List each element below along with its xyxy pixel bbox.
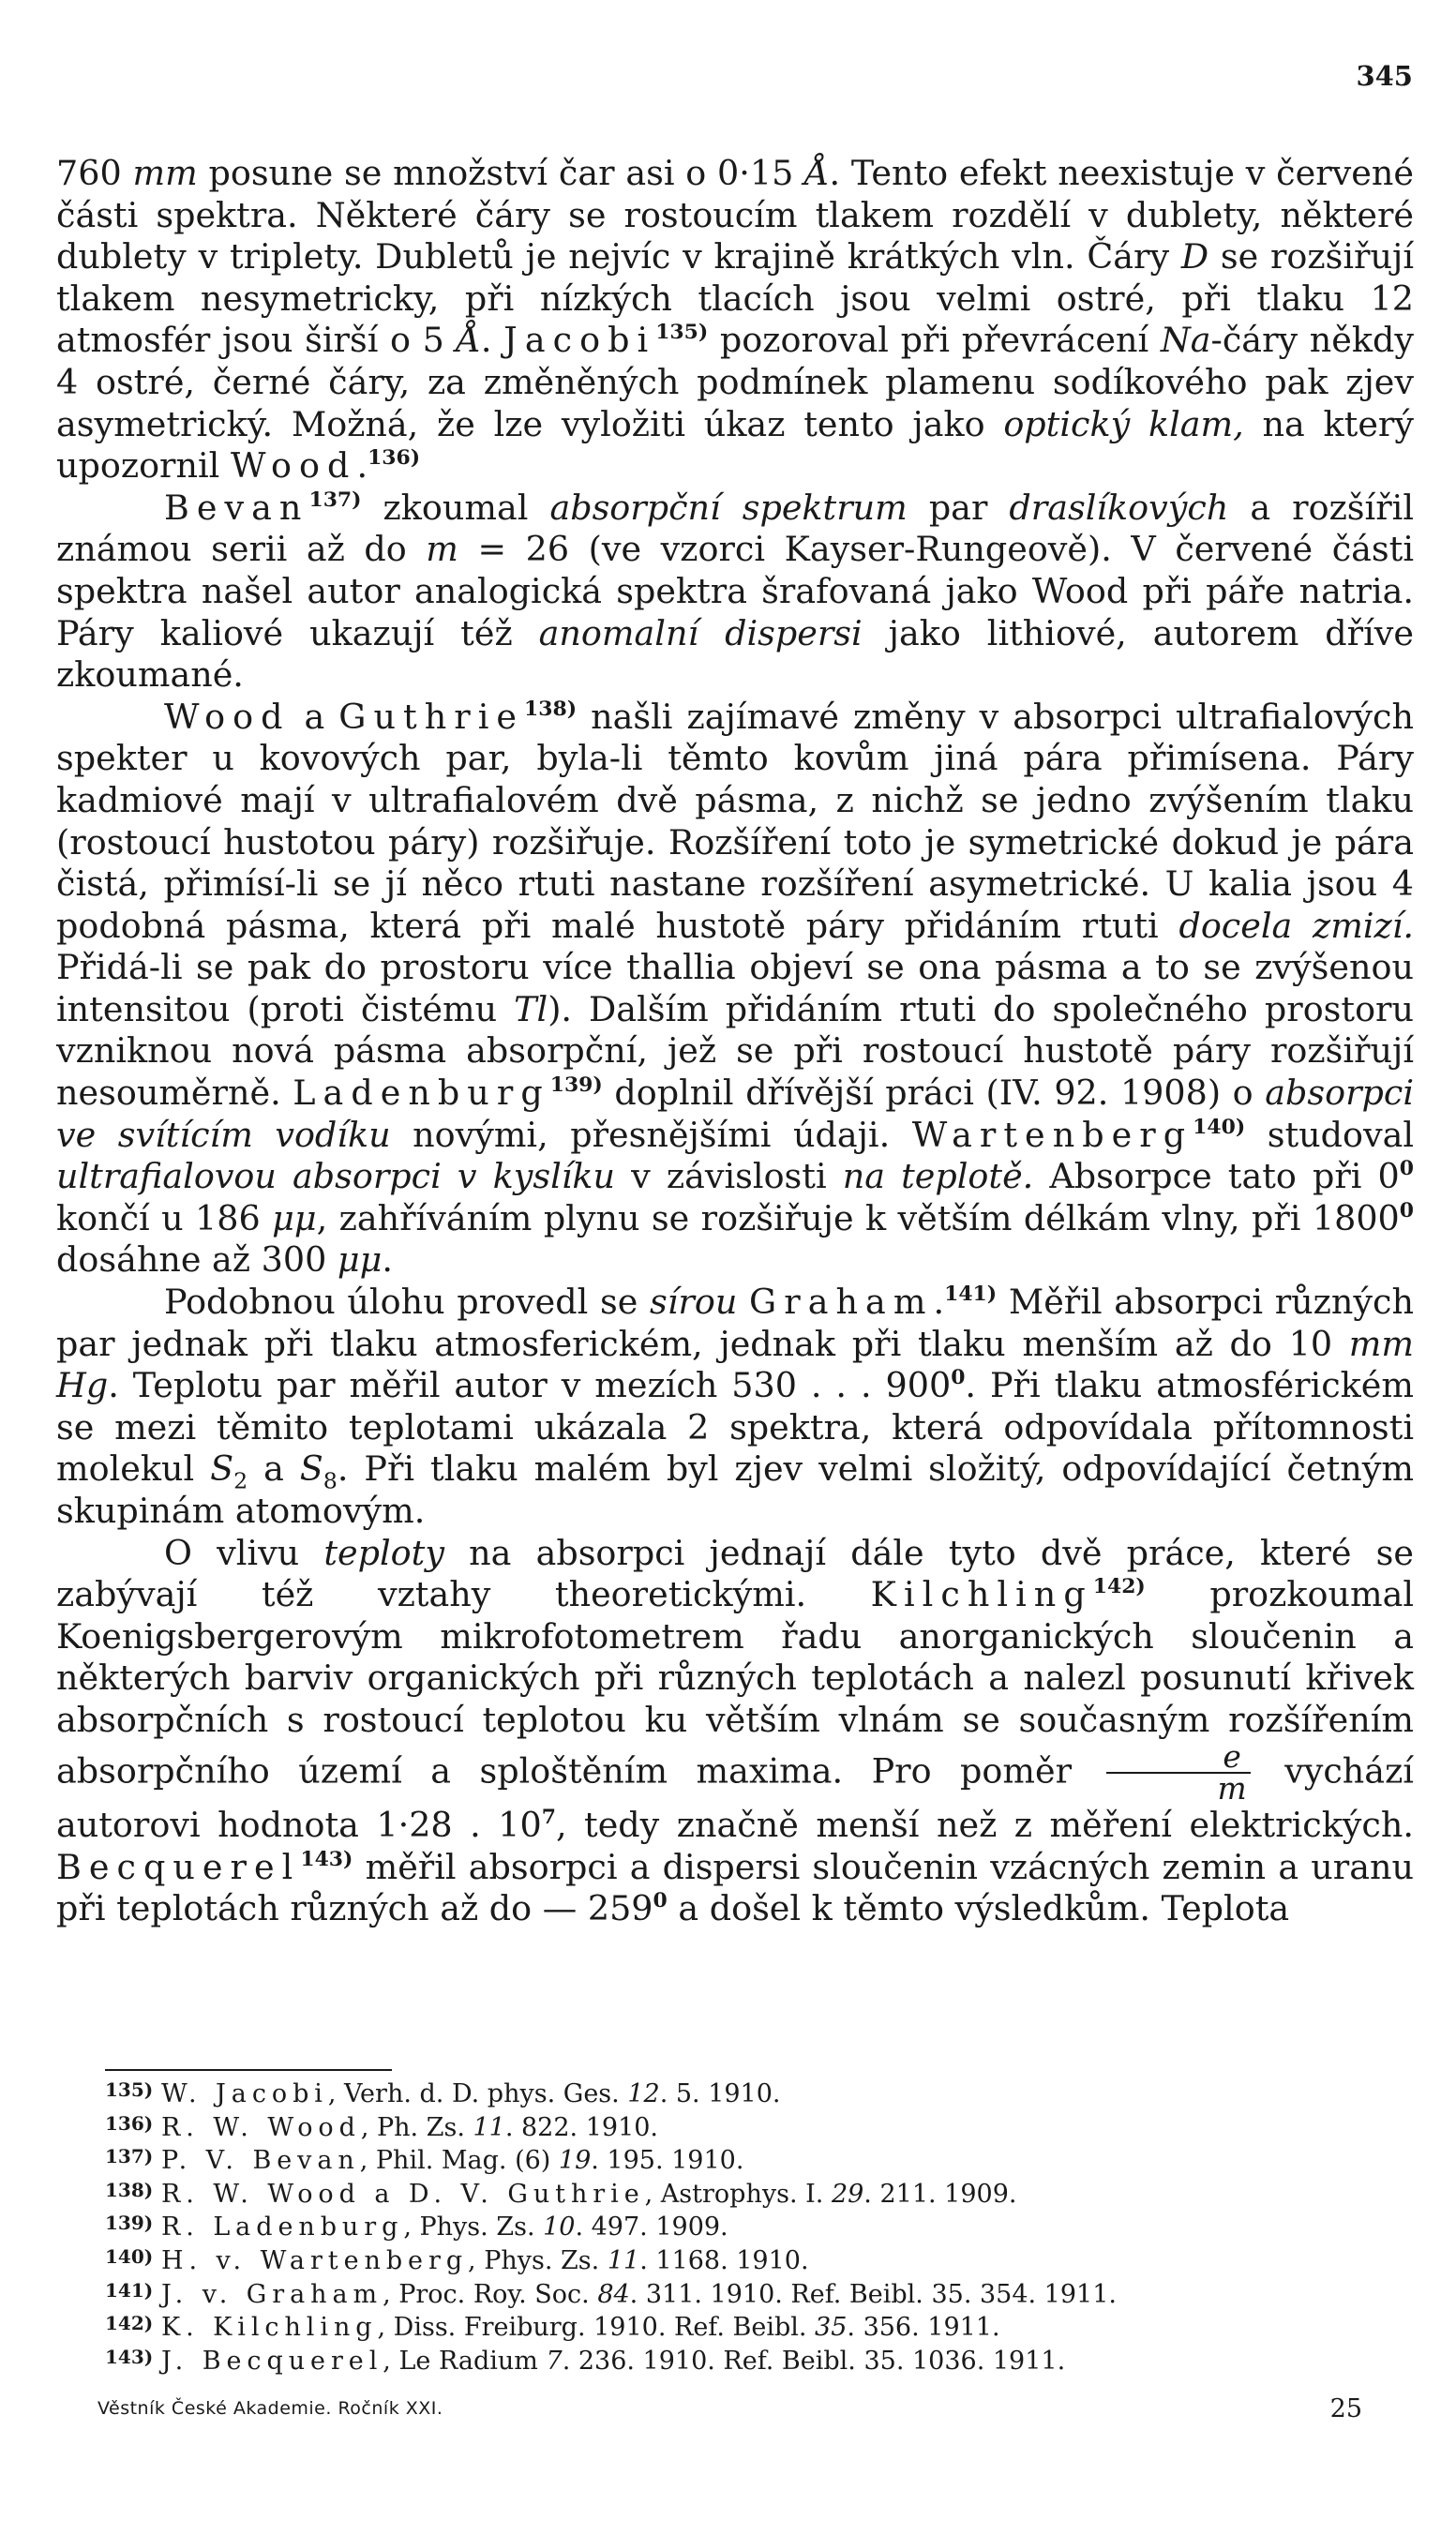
footnote-rest: . 5. 1910. [659, 2079, 781, 2108]
text-run: prozkoumal Koenigsbergerovým mikrofotometrem řadu anorganických sloučenin a některých barviv organických při různých teplotách a nalezl posunutí křivek absorpčních s rostoucí teplotou ku větším vlnám se současným rozšířením absorpčního území a sploštěním maxima. Pro poměr [56, 1574, 1415, 1791]
footnote [105, 2276, 1418, 2310]
text-run: docela zmizí. [1178, 905, 1414, 946]
text-run: pozoroval při převrácení [708, 320, 1161, 361]
footnote-author: H. v. Wartenberg [161, 2245, 469, 2275]
text-run: Podobnou úlohu provedl se [164, 1282, 651, 1323]
text-run: , tedy značně menší než z měření elektrických. [555, 1805, 1414, 1846]
author-name: Wood [164, 696, 291, 737]
text-run: ultrafialovou absorpci v kyslíku [56, 1156, 616, 1197]
text-run: . Při tlaku atmosférickém se mezi těmito teplotami ukázala 2 spektra, která odpovídala přítomnosti molekul [56, 1365, 1414, 1490]
text-run: ). Dalším přidáním rtuti do společného prostoru vzniknou nová pásma absorpční, jež se při rostoucí hustotě páry rozšiřují nesouměrně. [56, 988, 1415, 1114]
author-name: Ladenburg [293, 1072, 550, 1114]
footnote-volume: 29 [831, 2179, 864, 2209]
text-run: se rozšiřují tlakem nesymetricky, při nízkých tlacích jsou velmi ostré, při tlaku 12 atmosfér jsou širší o 5 [56, 236, 1414, 361]
text-run: Å [456, 320, 481, 361]
text-run: S [210, 1448, 234, 1490]
author-name: Jacobi [503, 320, 656, 361]
footnote-author: R. W. Wood [161, 2112, 361, 2142]
text-run: optický klam, [1003, 403, 1244, 444]
reference-mark: 142) [1092, 1573, 1146, 1598]
text-run: par [907, 487, 1010, 528]
text-run: na absorpci jednají dále tyto dvě práce, které se zabývají též vztahy theoretickými. [56, 1532, 1414, 1615]
text-run: O vlivu [164, 1532, 324, 1573]
text-run: na který upozornil [56, 403, 1414, 487]
footnote-volume: 7 [546, 2346, 563, 2376]
text-run: studoval [1245, 1114, 1415, 1155]
footnote [105, 2109, 1418, 2143]
author-name: Guthrie [338, 696, 525, 737]
text-run: posune se množství čar asi o 0·15 [197, 153, 805, 193]
reference-mark: 139) [549, 1072, 603, 1097]
text-run: Měřil absorpci různých par jednak při tlaku atmosferickém, jednak při tlaku menším až do 10 [56, 1282, 1414, 1364]
footnote-rest: . 497. 1909. [575, 2212, 728, 2242]
text-run: = 26 (ve vzorci Kayser-Rungeově). V červené části spektra našel autor analogická spektra šrafovaná jako Wood při páře natria. Páry kaliové ukazují též [56, 529, 1414, 653]
footnote [105, 2309, 1418, 2343]
reference-mark: 7 [541, 1805, 556, 1830]
text-run: m [426, 529, 458, 570]
reference-mark: 141) [944, 1281, 998, 1306]
text-run [737, 1282, 749, 1322]
author-name: Graham [749, 1282, 934, 1323]
footnote-author: J. Becquerel [161, 2346, 383, 2376]
text-run: v závislosti [615, 1156, 843, 1197]
paragraph [56, 488, 1414, 697]
footnote-number: 141) [105, 2278, 154, 2302]
footnotes [105, 2076, 1418, 2376]
text-run: . Teplotu par měřil autor v mezích 530 . . . 900 [108, 1365, 952, 1406]
text-run: . [356, 445, 368, 487]
text-run: draslíkových [1009, 487, 1229, 528]
footnote-number: 140) [105, 2244, 154, 2268]
reference-mark: 137) [308, 487, 362, 512]
footnote-ref: , Diss. Freiburg. 1910. Ref. Beibl. [377, 2313, 816, 2343]
footnote-rest: . 1168. 1910. [639, 2245, 809, 2275]
reference-mark: 135) [655, 320, 709, 345]
text-run: . [480, 320, 504, 361]
footnote-rest: . 195. 1910. [591, 2146, 744, 2176]
text-run: . [382, 1239, 393, 1281]
author-name: Becquerel [56, 1846, 301, 1887]
footnote-author: P. V. Bevan [161, 2146, 360, 2176]
text-run: dosáhne až 300 [56, 1239, 338, 1281]
footnote-volume: 12 [627, 2079, 660, 2108]
text-run: a [290, 696, 339, 737]
footnote-number: 143) [105, 2345, 154, 2368]
text-run: μμ [337, 1239, 383, 1281]
text-run: 760 [56, 153, 133, 193]
text-run: končí u 186 [56, 1197, 273, 1238]
text-run: na teplotě. [842, 1156, 1034, 1197]
paragraph [56, 697, 1414, 1282]
footnote [105, 2209, 1418, 2242]
footnote-rest: . 356. 1911. [847, 2313, 1000, 2343]
footnote-volume: 19 [558, 2146, 592, 2176]
text-run: jako lithiové, autorem dříve zkoumané. [56, 612, 1414, 696]
author-name: Wood [230, 445, 357, 487]
text-run: a rozšířil známou serii až do [56, 487, 1414, 570]
author-name: Wartenberg [911, 1114, 1193, 1155]
text-run: zkoumal [361, 487, 550, 528]
footnote-volume: 84 [597, 2279, 630, 2309]
reference-mark: 0 [951, 1364, 966, 1389]
text-run: a došel k těmto výsledkům. Teplota [667, 1888, 1290, 1929]
paragraph [56, 1282, 1414, 1533]
text-run: Å [804, 153, 830, 193]
footnote-ref: , Phil. Mag. (6) [359, 2146, 559, 2176]
footnote-number: 142) [105, 2312, 154, 2335]
text-run: Tl [514, 988, 548, 1029]
text-run: anomalní dispersi [538, 612, 863, 653]
reference-mark: 136) [368, 444, 421, 470]
footnote-number: 137) [105, 2145, 154, 2168]
text-run: Absorpce tato při 0 [1033, 1156, 1400, 1197]
footnote-ref: , Le Radium [383, 2346, 547, 2376]
text-run: mm Hg [56, 1323, 1414, 1406]
reference-mark: 140) [1193, 1114, 1246, 1139]
page-footer [98, 2394, 1413, 2426]
footnote-volume: 10 [543, 2212, 576, 2242]
footnote-number: 138) [105, 2178, 154, 2201]
reference-mark: 143) [300, 1846, 353, 1871]
footnote-author: K. Kilchling [161, 2313, 378, 2343]
text-run: měřil absorpci a dispersi sloučenin vzácných zemin a uranu při teplotách různých až do — 259 [56, 1846, 1414, 1929]
text-run: . [933, 1282, 945, 1323]
footnote-rest: . 822. 1910. [504, 2112, 659, 2142]
footnote-number: 139) [105, 2212, 154, 2235]
footnote-divider [105, 2069, 392, 2071]
text-run: . Při tlaku malém byl zjev velmi složitý, odpovídající četným skupinám atomovým. [56, 1448, 1414, 1531]
paragraph [56, 153, 1414, 488]
footnote-ref: , Verh. d. D. phys. Ges. [327, 2079, 628, 2108]
text-run: našli zajímavé změny v absorpci ultrafialových spekter u kovových par, byla-li těmto kovům jiná pára přimísena. Páry kadmiové mají v ultrafialovém dvě pásma, z nichž se jedno zvýšením tlaku (rostoucí hustotou páry) rozšiřuje. Rozšíření toto je symetrické dokud je pára čistá, přimísí-li se jí něco rtuti nastane rozšíření asymetrické. U kalia jsou 4 podobná pásma, která při malé hustotě páry přidáním rtuti [56, 696, 1415, 946]
text-run: 2 [233, 1467, 248, 1494]
footnote [105, 2076, 1418, 2109]
footer-journal: Věstník České Akademie. Ročník XXI. [98, 2398, 443, 2419]
author-name: Kilchling [870, 1574, 1093, 1615]
text-run: . Tento efekt neexistuje v červené části spektra. Některé čáry se rostoucím tlakem rozdělí v dublety, některé dublety v triplety. Dubletů je nejvíc v krajině krátkých vln. Čáry [56, 153, 1414, 278]
footnote-number: 136) [105, 2111, 154, 2135]
footnote-number: 135) [105, 2078, 154, 2101]
footnote-volume: 11 [607, 2245, 640, 2275]
footnote [105, 2142, 1418, 2176]
body-text [56, 153, 1414, 1930]
footnote [105, 2242, 1418, 2276]
footnote [105, 2343, 1418, 2377]
fraction: $\frac{e}{m}$ [1106, 1742, 1251, 1806]
text-run: 8 [323, 1467, 338, 1494]
footnote-ref: , Phys. Zs. [468, 2245, 608, 2275]
footnote-volume: 11 [473, 2112, 505, 2142]
reference-mark: 0 [1399, 1197, 1414, 1222]
text-run: sírou [650, 1282, 738, 1323]
author-name: Bevan [164, 487, 309, 528]
footnote-rest: . 311. 1910. Ref. Beibl. 35. 354. 1911. [629, 2279, 1117, 2309]
text-run: μμ [272, 1197, 317, 1238]
footnote-ref: , Astrophys. I. [644, 2179, 832, 2209]
text-run: absorpční spektrum [549, 487, 908, 528]
text-run: a [248, 1448, 300, 1490]
footnote-author: R. Ladenburg [161, 2212, 404, 2242]
reference-mark: 0 [1399, 1156, 1415, 1181]
footnote-rest: . 236. 1910. Ref. Beibl. 35. 1036. 1911. [562, 2346, 1066, 2376]
footnote-author: R. W. Wood a D. V. Guthrie [161, 2179, 645, 2209]
footnote [105, 2176, 1418, 2210]
text-run: doplnil dřívější práci (IV. 92. 1908) o [602, 1072, 1266, 1114]
footnote-ref: , Ph. Zs. [360, 2112, 473, 2142]
text-run: , zahříváním plynu se rozšiřuje k větším délkám vlny, při 1800 [316, 1197, 1400, 1238]
text-run: D [1180, 236, 1209, 278]
footnote-author: W. Jacobi [161, 2079, 328, 2108]
footnote-author: J. v. Graham [161, 2279, 383, 2309]
footnote-volume: 35 [815, 2313, 848, 2343]
reference-mark: 138) [524, 696, 578, 721]
page-number: 345 [1356, 60, 1413, 92]
text-run: -čáry někdy 4 ostré, černé čáry, za změněných podmínek plamenu sodíkového pak zjev asymetrický. Možná, že lze vyložiti úkaz tento jako [56, 320, 1414, 444]
footnote-rest: . 211. 1909. [863, 2179, 1017, 2209]
text-run: Přidá-li se pak do prostoru více thallia objeví se ona pásma a to se zvýšenou intensitou (proti čistému [56, 947, 1414, 1029]
text-run: absorpci ve svítícím vodíku [56, 1072, 1414, 1155]
text-run: novými, přesnějšími údaji. [390, 1114, 912, 1155]
paragraph [56, 1533, 1414, 1930]
footnote-ref: , Phys. Zs. [403, 2212, 544, 2242]
footer-signature-number: 25 [1329, 2394, 1362, 2423]
footnote-ref: , Proc. Roy. Soc. [383, 2279, 598, 2309]
reference-mark: 0 [653, 1888, 668, 1913]
text-run: S [299, 1448, 323, 1490]
text-run: teploty [323, 1532, 444, 1573]
text-run: vychází autorovi hodnota 1·28 . 10 [56, 1749, 1414, 1846]
text-run: mm [132, 153, 198, 193]
text-run: Na [1160, 320, 1211, 361]
